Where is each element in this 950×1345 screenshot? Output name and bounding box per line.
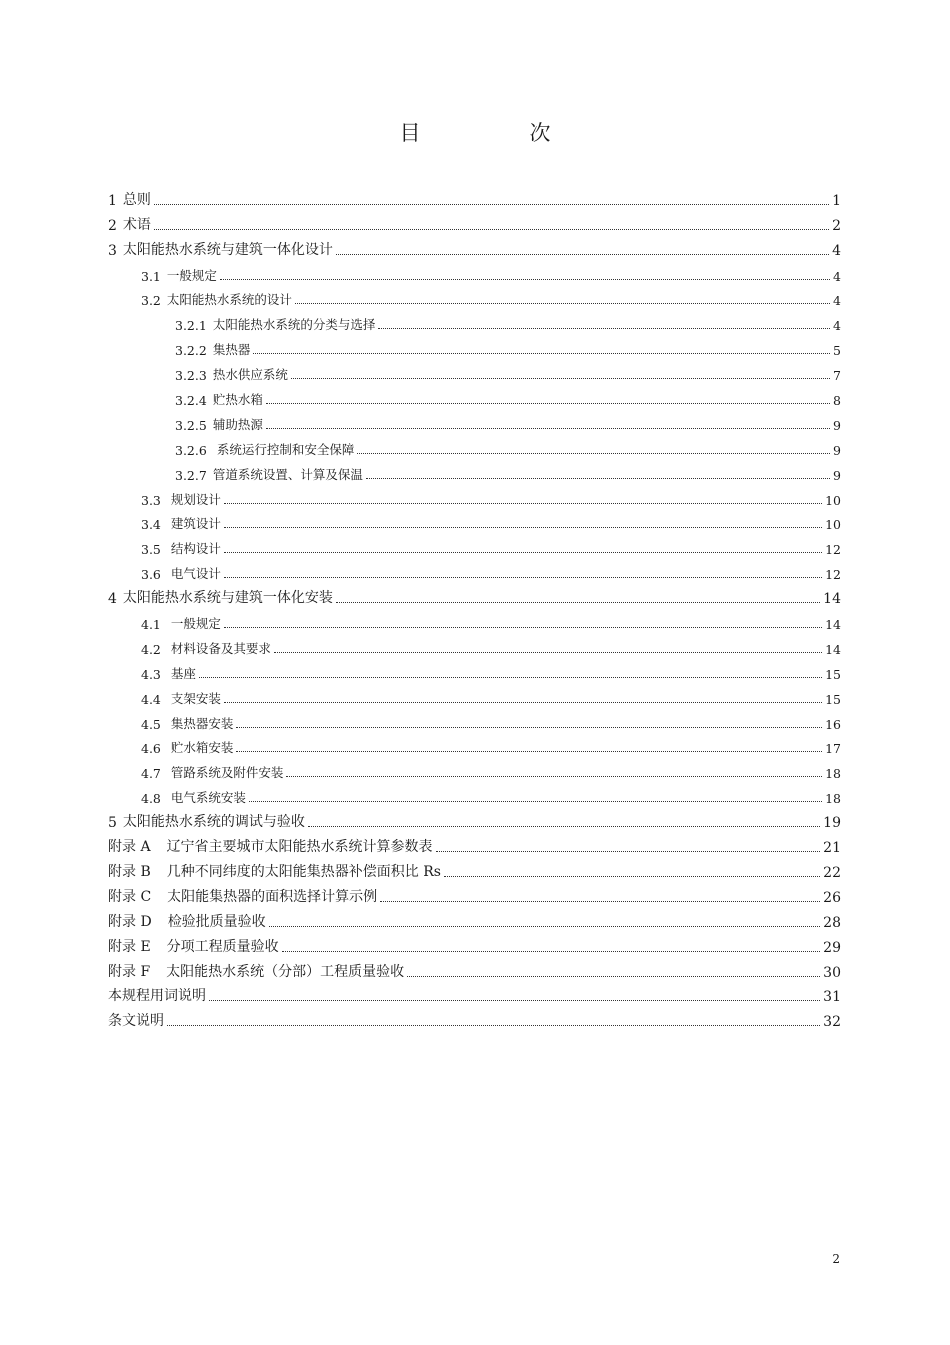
toc-entry-page: 2: [832, 217, 841, 234]
toc-entry-label: 贮热水箱: [212, 392, 263, 408]
toc-entry-number: 3.2.5: [175, 417, 207, 433]
toc-entry-label: 术语: [122, 216, 151, 233]
toc-entry-label: 本规程用词说明: [108, 988, 206, 1005]
toc-entry-page: 9: [833, 417, 841, 433]
toc-entry[interactable]: [108, 1005, 841, 1030]
toc-entry[interactable]: [108, 881, 841, 906]
toc-entry-number: 4.7: [141, 766, 161, 782]
toc-entry-label: 建筑设计: [170, 516, 221, 532]
dot-leader: [380, 901, 820, 902]
toc-entry[interactable]: [108, 358, 841, 383]
toc-entry-label: 太阳能热水系统的设计: [166, 292, 292, 308]
dot-leader: [286, 776, 822, 777]
toc-entry[interactable]: [108, 284, 841, 309]
toc-entry-page: 32: [823, 1014, 841, 1031]
toc-entry[interactable]: [108, 931, 841, 956]
toc-entry-page: 4: [833, 318, 841, 334]
dot-leader: [253, 353, 830, 354]
toc-entry[interactable]: [108, 508, 841, 533]
toc-entry-page: 4: [833, 268, 841, 284]
toc-entry-label: 条文说明: [108, 1013, 164, 1030]
toc-entry-number: 4.2: [141, 641, 161, 657]
toc-entry-page: 4: [832, 242, 841, 259]
toc-entry-number: 3.6: [141, 567, 161, 583]
dot-leader: [274, 652, 822, 653]
toc-entry[interactable]: [108, 234, 841, 259]
toc-entry-page: 12: [825, 567, 841, 583]
toc-entry[interactable]: [108, 906, 841, 931]
toc-entry-page: 14: [825, 617, 841, 633]
toc-entry[interactable]: [108, 607, 841, 632]
toc-entry[interactable]: [108, 756, 841, 781]
dot-leader: [266, 428, 830, 429]
toc-entry-page: 8: [833, 393, 841, 409]
toc-entry-number: 附录 B: [108, 863, 151, 880]
dot-leader: [224, 527, 822, 528]
toc-entry-page: 18: [825, 791, 841, 807]
toc-entry-page: 9: [833, 442, 841, 458]
toc-entry-number: 3.2.7: [175, 467, 207, 483]
dot-leader: [224, 627, 822, 628]
dot-leader: [308, 826, 820, 827]
toc-entry-number: 3.2.6: [175, 442, 207, 458]
toc-entry[interactable]: [108, 408, 841, 433]
toc-entry-label: 太阳能热水系统（分部）工程质量验收: [166, 963, 405, 980]
dot-leader: [436, 851, 821, 852]
page-number: 2: [832, 1252, 840, 1266]
dot-leader: [224, 552, 822, 553]
toc-entry-label: 辅助热源: [212, 416, 263, 432]
toc-entry-label: 管路系统及附件安装: [170, 765, 284, 781]
toc-entry-number: 3.2: [141, 293, 161, 309]
toc-entry[interactable]: [108, 806, 841, 831]
toc-entry-page: 1: [832, 192, 841, 209]
toc-entry[interactable]: [108, 532, 841, 557]
toc-entry-page: 12: [825, 542, 841, 558]
toc-entry[interactable]: [108, 582, 841, 607]
toc-entry-number: 4.1: [141, 617, 161, 633]
toc-entry-label: 集热器安装: [170, 715, 234, 731]
dot-leader: [378, 328, 830, 329]
toc-entry-number: 4.3: [141, 666, 161, 682]
toc-entry-page: 14: [825, 641, 841, 657]
dot-leader: [249, 801, 822, 802]
toc-entry-number: 3.2.1: [175, 318, 207, 334]
toc-entry-number: 4.8: [141, 791, 161, 807]
toc-entry[interactable]: [108, 707, 841, 732]
page-title: 目 次: [399, 121, 595, 145]
toc-entry[interactable]: [108, 981, 841, 1006]
toc-entry-label: 辽宁省主要城市太阳能热水系统计算参数表: [166, 839, 433, 856]
toc-entry-label: 检验批质量验收: [167, 913, 266, 930]
toc-entry-label: 热水供应系统: [212, 367, 288, 383]
toc-entry-number: 5: [108, 815, 117, 832]
toc-entry-number: 1: [108, 192, 117, 209]
toc-entry-number: 3: [108, 242, 117, 259]
toc-entry-number: 2: [108, 217, 117, 234]
dot-leader: [366, 478, 830, 479]
toc-entry[interactable]: [108, 557, 841, 582]
toc-entry-page: 15: [825, 691, 841, 707]
dot-leader: [209, 1000, 820, 1001]
toc-entry-page: 10: [825, 492, 841, 508]
toc-entry-page: 14: [823, 591, 841, 608]
toc-entry-label: 一般规定: [166, 267, 217, 283]
toc-entry-number: 4.6: [141, 741, 161, 757]
toc-entry-label: 集热器: [212, 342, 251, 358]
toc-entry-label: 基座: [170, 665, 196, 681]
toc-entry[interactable]: [108, 333, 841, 358]
dot-leader: [266, 403, 830, 404]
table-of-contents: [108, 184, 841, 1030]
toc-entry-page: 9: [833, 467, 841, 483]
dot-leader: [224, 577, 822, 578]
dot-leader: [224, 702, 822, 703]
toc-entry-label: 结构设计: [170, 541, 221, 557]
dot-leader: [154, 229, 829, 230]
dot-leader: [444, 876, 820, 877]
toc-entry-label: 总则: [122, 191, 151, 208]
toc-entry-label: 太阳能集热器的面积选择计算示例: [167, 888, 378, 905]
toc-entry[interactable]: [108, 458, 841, 483]
toc-entry-number: 4: [108, 591, 117, 608]
toc-entry[interactable]: [108, 682, 841, 707]
toc-entry-page: 28: [823, 914, 841, 931]
toc-entry-number: 3.2.4: [175, 393, 207, 409]
toc-entry-label: 一般规定: [170, 616, 221, 632]
toc-entry[interactable]: [108, 657, 841, 682]
toc-entry[interactable]: [108, 483, 841, 508]
toc-entry[interactable]: [108, 856, 841, 881]
toc-entry[interactable]: [108, 259, 841, 284]
dot-leader: [154, 204, 829, 205]
dot-leader: [220, 279, 830, 280]
toc-entry[interactable]: [108, 184, 841, 209]
toc-entry-number: 3.2.2: [175, 343, 207, 359]
toc-entry[interactable]: [108, 308, 841, 333]
dot-leader: [282, 951, 821, 952]
toc-entry-number: 4.5: [141, 716, 161, 732]
toc-entry-number: 附录 D: [108, 913, 152, 930]
toc-entry[interactable]: [108, 433, 841, 458]
dot-leader: [236, 727, 822, 728]
toc-entry-label: 贮水箱安装: [170, 740, 234, 756]
toc-entry-page: 16: [825, 716, 841, 732]
toc-entry-page: 29: [823, 939, 841, 956]
toc-entry-label: 太阳能热水系统的分类与选择: [212, 317, 376, 333]
toc-entry-label: 材料设备及其要求: [170, 640, 271, 656]
dot-leader: [295, 303, 830, 304]
toc-entry-number: 3.3: [141, 492, 161, 508]
toc-entry-number: 3.2.3: [175, 368, 207, 384]
toc-entry-page: 21: [823, 840, 841, 857]
toc-entry-page: 26: [823, 889, 841, 906]
toc-entry[interactable]: [108, 956, 841, 981]
toc-entry-label: 系统运行控制和安全保障: [216, 441, 355, 457]
toc-entry-label: 几种不同纬度的太阳能集热器补偿面积比 Rs: [166, 863, 441, 880]
dot-leader: [336, 602, 820, 603]
toc-entry[interactable]: [108, 732, 841, 757]
dot-leader: [236, 751, 822, 752]
toc-entry-page: 4: [833, 293, 841, 309]
toc-entry-page: 19: [823, 815, 841, 832]
toc-entry-number: 附录 E: [108, 938, 151, 955]
toc-entry-label: 太阳能热水系统与建筑一体化安装: [122, 590, 333, 607]
toc-entry-label: 太阳能热水系统与建筑一体化设计: [122, 241, 333, 258]
dot-leader: [357, 453, 830, 454]
toc-entry-label: 电气设计: [170, 566, 221, 582]
toc-entry-label: 电气系统安装: [170, 790, 246, 806]
toc-entry-number: 3.4: [141, 517, 161, 533]
toc-entry-number: 附录 A: [108, 839, 151, 856]
dot-leader: [199, 677, 822, 678]
toc-entry-label: 分项工程质量验收: [166, 938, 279, 955]
toc-entry-page: 30: [823, 964, 841, 981]
dot-leader: [336, 254, 829, 255]
toc-entry-number: 附录 F: [108, 963, 151, 980]
toc-entry[interactable]: [108, 831, 841, 856]
dot-leader: [407, 976, 820, 977]
toc-entry-page: 31: [823, 989, 841, 1006]
toc-entry[interactable]: [108, 632, 841, 657]
toc-entry-number: 3.1: [141, 268, 161, 284]
toc-entry-page: 5: [833, 343, 841, 359]
dot-leader: [291, 378, 830, 379]
toc-entry-label: 管道系统设置、计算及保温: [212, 466, 363, 482]
toc-entry[interactable]: [108, 383, 841, 408]
toc-entry-page: 10: [825, 517, 841, 533]
toc-entry-label: 支架安装: [170, 690, 221, 706]
toc-entry-number: 4.4: [141, 691, 161, 707]
toc-entry-page: 18: [825, 766, 841, 782]
dot-leader: [269, 926, 820, 927]
toc-entry[interactable]: [108, 781, 841, 806]
toc-entry[interactable]: [108, 209, 841, 234]
toc-entry-number: 附录 C: [108, 888, 152, 905]
toc-entry-page: 15: [825, 666, 841, 682]
toc-entry-page: 17: [825, 741, 841, 757]
dot-leader: [167, 1025, 820, 1026]
toc-entry-label: 太阳能热水系统的调试与验收: [122, 814, 305, 831]
toc-entry-page: 22: [823, 864, 841, 881]
dot-leader: [224, 503, 822, 504]
toc-entry-label: 规划设计: [170, 491, 221, 507]
toc-entry-page: 7: [833, 368, 841, 384]
toc-entry-number: 3.5: [141, 542, 161, 558]
